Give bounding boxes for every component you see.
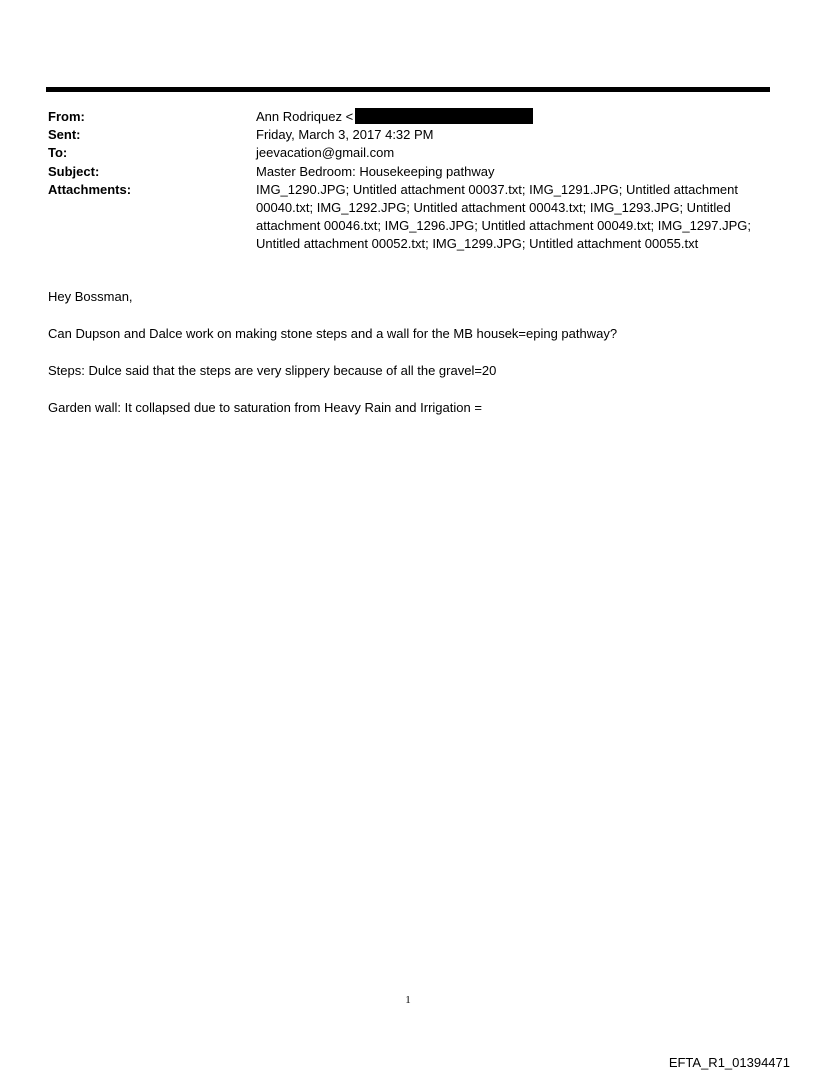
body-line-garden-wall: Garden wall: It collapsed due to saturation from Heavy Rain and Irrigation = [48, 400, 482, 415]
subject-row [48, 163, 768, 181]
attachments-value: IMG_1290.JPG; Untitled attachment 00037.txt; IMG_1291.JPG; Untitled attachment 00040.txt; IMG_1292.JPG; Untitled attachment 00043.txt; IMG_1293.JPG; Untitled attachment 00046.txt; IMG_1296.JPG; Untitled attachment 00049.txt; IMG_1297.JPG; Untitled attachment 00052.txt; IMG_1299.JPG; Untitled attachment 00055.txt [256, 181, 751, 252]
sent-value: Friday, March 3, 2017 4:32 PM [256, 127, 434, 143]
page-number: 1 [405, 994, 411, 1006]
document-id: EFTA_R1_01394471 [668, 1055, 790, 1070]
email-header [48, 108, 768, 254]
subject-value: Master Bedroom: Housekeeping pathway [256, 163, 495, 179]
from-row [48, 108, 768, 126]
body-line-request: Can Dupson and Dalce work on making stone steps and a wall for the MB housek=eping pathway? [48, 326, 618, 341]
email-body [48, 288, 768, 436]
header-rule [46, 87, 770, 92]
greeting: Hey Bossman, [48, 289, 133, 304]
sent-label: Sent: [48, 127, 81, 143]
from-value [256, 108, 768, 126]
body-line-steps: Steps: Dulce said that the steps are very slippery because of all the gravel=20 [48, 363, 497, 378]
from-label: From: [48, 109, 85, 124]
redaction-block [355, 108, 533, 124]
to-row [48, 144, 768, 162]
to-label: To: [48, 145, 68, 161]
attachments-label: Attachments: [48, 181, 132, 197]
subject-label: Subject: [48, 163, 100, 179]
to-value: jeevacation@gmail.com [256, 145, 395, 161]
sender-name: Ann Rodriquez < [256, 109, 354, 124]
sent-row [48, 126, 768, 144]
attachments-row [48, 181, 768, 254]
